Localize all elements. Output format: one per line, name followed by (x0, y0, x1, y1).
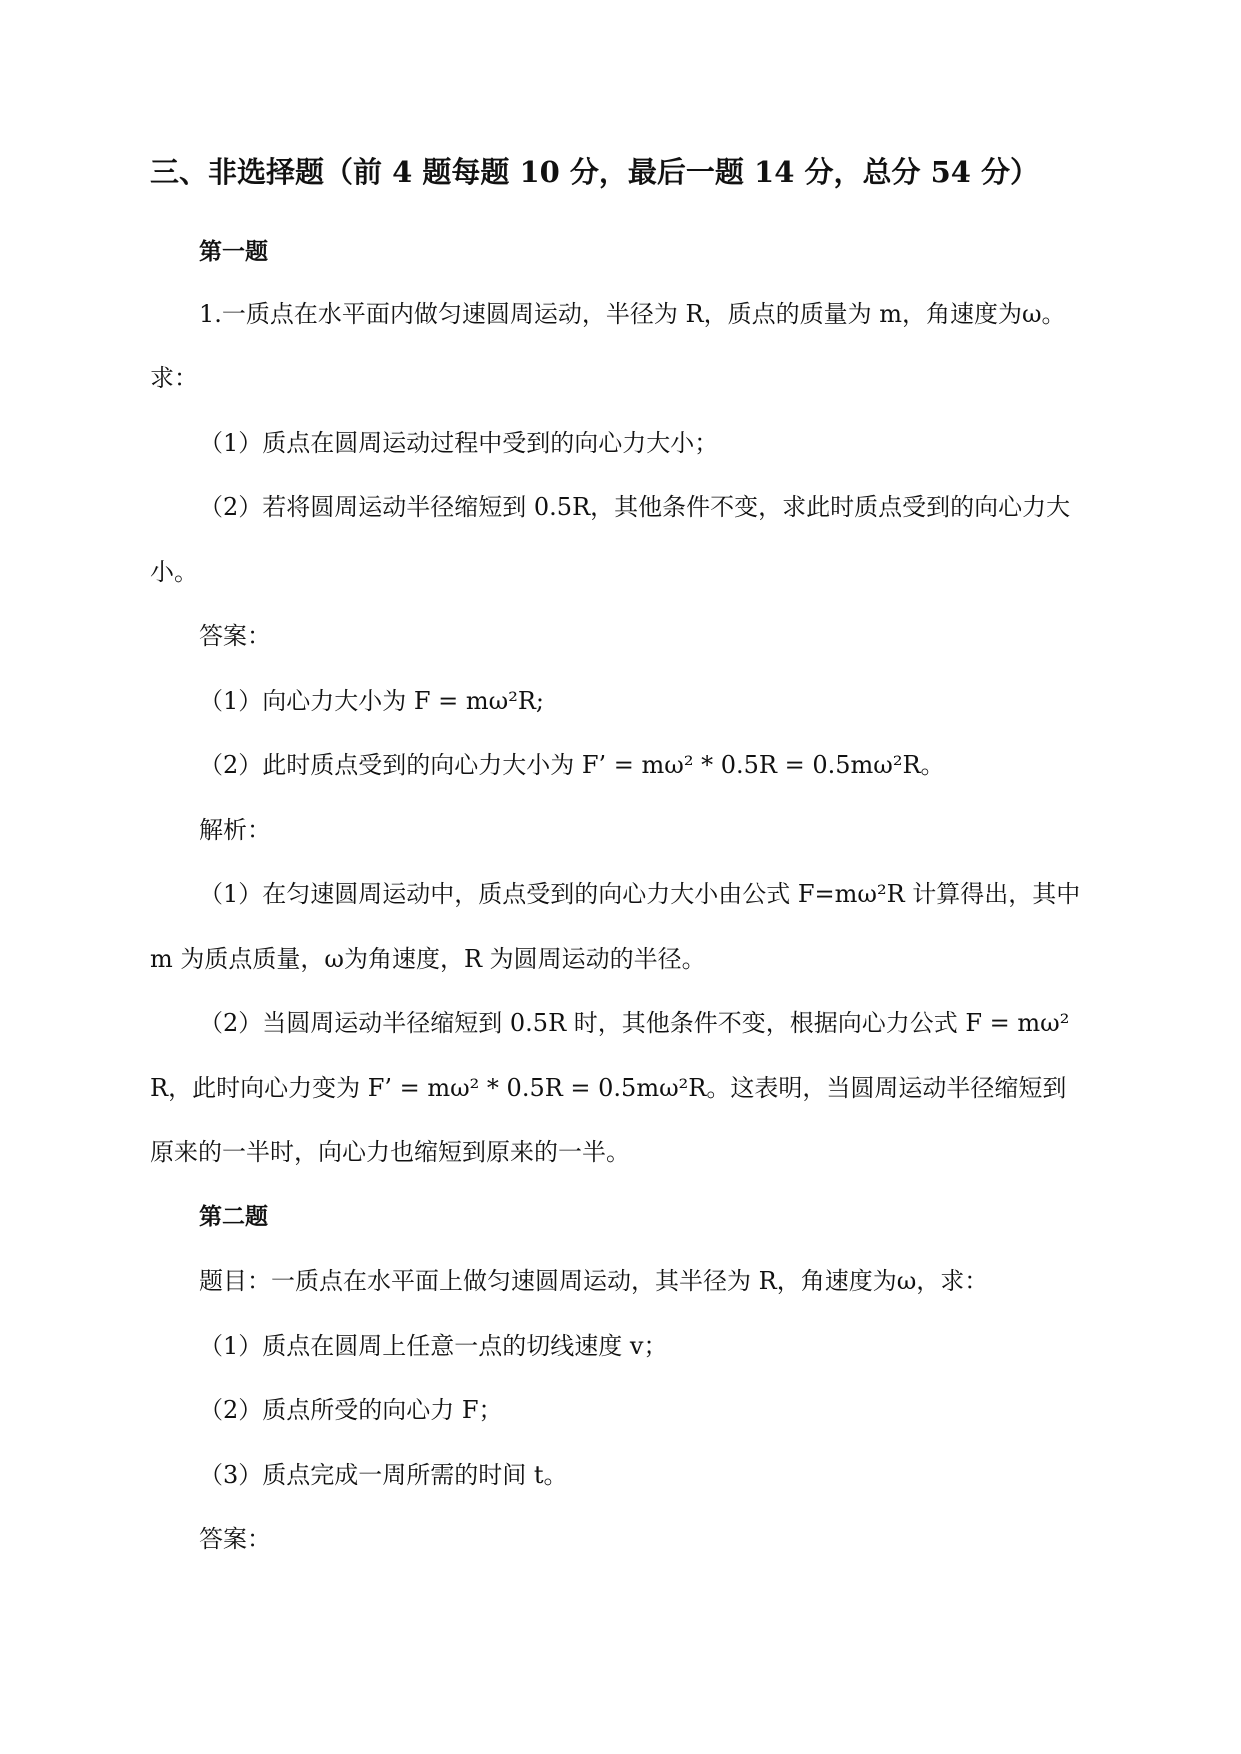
question-1-part-1: （1）质点在圆周运动过程中受到的向心力大小； (199, 429, 719, 457)
question-2-answer-label: 答案： (199, 1525, 271, 1553)
question-1-part-2-line-1: （2）若将圆周运动半径缩短到 0.5R，其他条件不变，求此时质点受到的向心力大 (199, 493, 1071, 521)
question-1-analysis-2-line-2: R，此时向心力变为 F’ = mω² * 0.5R = 0.5mω²R。这表明，当圆周运动半径缩短到 (150, 1074, 1067, 1102)
question-1-analysis-1-line-1: （1）在匀速圆周运动中，质点受到的向心力大小由公式 F=mω²R 计算得出，其中 (199, 880, 1081, 908)
question-1-analysis-2-line-1: （2）当圆周运动半径缩短到 0.5R 时，其他条件不变，根据向心力公式 F = mω² (199, 1009, 1070, 1037)
question-1-stem-line-1: 1.一质点在水平面内做匀速圆周运动，半径为 R，质点的质量为 m，角速度为ω。 (199, 300, 1066, 328)
question-1-title: 第一题 (199, 238, 268, 265)
question-1-stem-line-2: 求： (150, 364, 198, 392)
question-1-answer-2: （2）此时质点受到的向心力大小为 F’ = mω² * 0.5R = 0.5mω²R。 (199, 751, 945, 779)
question-1-answer-label: 答案： (199, 622, 271, 650)
question-1-part-2-line-2: 小。 (150, 558, 198, 586)
question-2-part-3: （3）质点完成一周所需的时间 t。 (199, 1461, 568, 1489)
question-1-analysis-label: 解析： (199, 816, 271, 844)
question-2-part-1: （1）质点在圆周上任意一点的切线速度 v； (199, 1332, 668, 1360)
question-1-analysis-1-line-2: m 为质点质量，ω为角速度，R 为圆周运动的半径。 (150, 945, 706, 973)
question-1-analysis-2-line-3: 原来的一半时，向心力也缩短到原来的一半。 (150, 1138, 630, 1166)
question-2-part-2: （2）质点所受的向心力 F； (199, 1396, 503, 1424)
question-2-title: 第二题 (199, 1203, 268, 1230)
question-1-answer-1: （1）向心力大小为 F = mω²R; (199, 687, 545, 715)
section-title: 三、非选择题（前 4 题每题 10 分，最后一题 14 分，总分 54 分） (150, 155, 1040, 189)
question-2-stem: 题目：一质点在水平面上做匀速圆周运动，其半径为 R，角速度为ω，求： (199, 1267, 989, 1295)
